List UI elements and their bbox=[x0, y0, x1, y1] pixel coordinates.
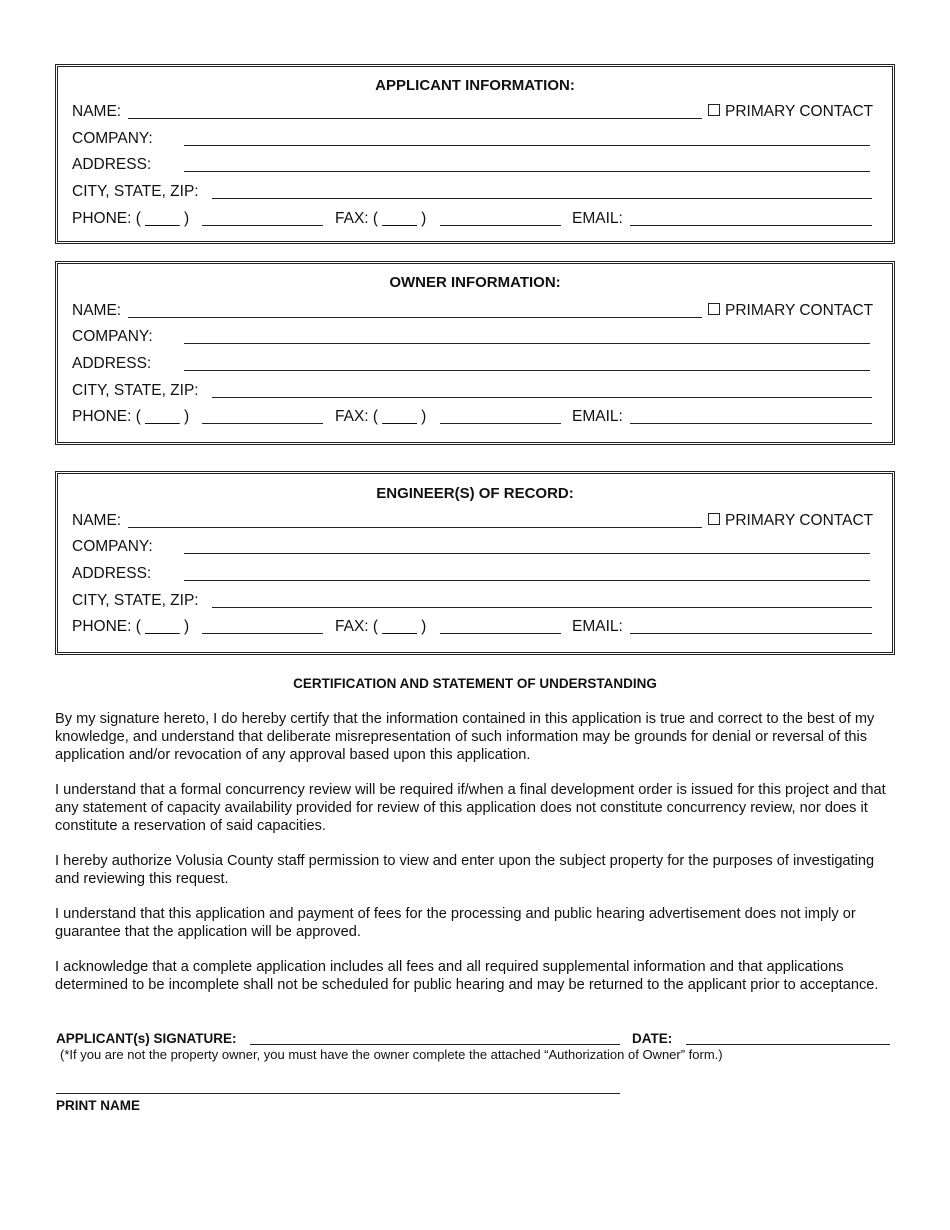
engineer-fax-label: FAX: ( ____ ) bbox=[335, 618, 427, 635]
engineer-address-field[interactable] bbox=[184, 580, 870, 581]
applicant-email-field[interactable] bbox=[630, 225, 872, 226]
certification-paragraph-1: By my signature hereto, I do hereby certify that the information contained in this application is true and correct to the best of my knowledge, and understand that deliberate misrepresentation of such information may be grounds for denial or reversal of this application and/or revocation of any approval based upon this application. bbox=[55, 711, 875, 763]
engineer-of-record-section bbox=[55, 471, 895, 655]
owner-email-label: EMAIL: bbox=[572, 408, 623, 425]
engineer-company-row bbox=[72, 537, 872, 557]
owner-company-row bbox=[72, 327, 872, 347]
applicant-phone-row bbox=[72, 209, 872, 229]
engineer-phone-label: PHONE: ( ____ ) bbox=[72, 618, 190, 635]
engineer-name-row bbox=[72, 511, 872, 531]
applicant-section-title: APPLICANT INFORMATION: bbox=[375, 77, 575, 94]
owner-primary-contact-checkbox[interactable] bbox=[708, 303, 720, 315]
owner-name-row bbox=[72, 301, 872, 321]
engineer-address-label: ADDRESS: bbox=[72, 565, 152, 582]
applicant-name-label: NAME: bbox=[72, 103, 122, 120]
applicant-city-row bbox=[72, 182, 872, 202]
applicant-phone-label: PHONE: ( ____ ) bbox=[72, 210, 190, 227]
certification-paragraph-2: I understand that a formal concurrency review will be required if/when a final development order is issued for this project and that any statement of capacity availability provided for review of this application does not constitute concurrency review, nor does it constitute a reservation of said capacities. bbox=[55, 782, 886, 834]
print-name-field[interactable] bbox=[56, 1093, 620, 1094]
owner-address-label: ADDRESS: bbox=[72, 355, 152, 372]
owner-address-row bbox=[72, 354, 872, 374]
applicant-primary-contact-checkbox[interactable] bbox=[708, 104, 720, 116]
owner-city-row bbox=[72, 381, 872, 401]
engineer-email-field[interactable] bbox=[630, 633, 872, 634]
engineer-primary-contact-checkbox[interactable] bbox=[708, 513, 720, 525]
owner-phone-label: PHONE: ( ____ ) bbox=[72, 408, 190, 425]
applicant-city-field[interactable] bbox=[212, 198, 872, 199]
engineer-name-field[interactable] bbox=[128, 527, 702, 528]
date-label: DATE: bbox=[632, 1031, 673, 1046]
owner-fax-label: FAX: ( ____ ) bbox=[335, 408, 427, 425]
applicant-company-field[interactable] bbox=[184, 145, 870, 146]
applicant-fax-label: FAX: ( ____ ) bbox=[335, 210, 427, 227]
applicant-phone-field[interactable] bbox=[202, 225, 323, 226]
certification-paragraph-3: I hereby authorize Volusia County staff permission to view and enter upon the subject property for the purposes of investigating and reviewing this request. bbox=[55, 853, 875, 887]
owner-primary-contact-label: PRIMARY CONTACT bbox=[725, 302, 874, 319]
owner-phone-field[interactable] bbox=[202, 423, 323, 424]
certification-paragraph-4: I understand that this application and payment of fees for the processing and public hearing advertisement does not imply or guarantee that the application will be approved. bbox=[55, 906, 856, 940]
engineer-city-row bbox=[72, 591, 872, 611]
certification-title: CERTIFICATION AND STATEMENT OF UNDERSTANDING bbox=[293, 676, 657, 691]
engineer-fax-field[interactable] bbox=[440, 633, 561, 634]
owner-city-field[interactable] bbox=[212, 397, 872, 398]
owner-fax-field[interactable] bbox=[440, 423, 561, 424]
engineer-name-label: NAME: bbox=[72, 512, 122, 529]
owner-information-section bbox=[55, 261, 895, 445]
applicant-fax-field[interactable] bbox=[440, 225, 561, 226]
applicant-email-label: EMAIL: bbox=[572, 210, 623, 227]
applicant-signature-field[interactable] bbox=[250, 1044, 620, 1045]
engineer-primary-contact-label: PRIMARY CONTACT bbox=[725, 512, 874, 529]
applicant-address-field[interactable] bbox=[184, 171, 870, 172]
engineer-company-field[interactable] bbox=[184, 553, 870, 554]
owner-phone-row bbox=[72, 407, 872, 427]
owner-city-label: CITY, STATE, ZIP: bbox=[72, 382, 199, 399]
owner-name-label: NAME: bbox=[72, 302, 122, 319]
applicant-name-row bbox=[72, 102, 872, 122]
applicant-city-label: CITY, STATE, ZIP: bbox=[72, 183, 199, 200]
engineer-phone-row bbox=[72, 617, 872, 637]
applicant-company-row bbox=[72, 129, 872, 149]
engineer-email-label: EMAIL: bbox=[572, 618, 623, 635]
owner-authorization-note: (*If you are not the property owner, you must have the owner complete the attached “Authorization of Owner” form.) bbox=[60, 1047, 723, 1062]
applicant-name-field[interactable] bbox=[128, 118, 702, 119]
applicant-primary-contact-label: PRIMARY CONTACT bbox=[725, 103, 874, 120]
engineer-company-label: COMPANY: bbox=[72, 538, 153, 555]
engineer-section-title: ENGINEER(S) OF RECORD: bbox=[376, 485, 574, 502]
applicant-company-label: COMPANY: bbox=[72, 130, 153, 147]
engineer-address-row bbox=[72, 564, 872, 584]
applicant-signature-label: APPLICANT(s) SIGNATURE: bbox=[56, 1031, 237, 1046]
print-name-label: PRINT NAME bbox=[56, 1098, 140, 1113]
owner-name-field[interactable] bbox=[128, 317, 702, 318]
certification-paragraph-5: I acknowledge that a complete application includes all fees and all required supplemental information and that applications determined to be incomplete shall not be scheduled for public hearing and may be returned to the applicant prior to acceptance. bbox=[55, 959, 879, 993]
date-field[interactable] bbox=[686, 1044, 890, 1045]
owner-company-field[interactable] bbox=[184, 343, 870, 344]
owner-email-field[interactable] bbox=[630, 423, 872, 424]
engineer-phone-field[interactable] bbox=[202, 633, 323, 634]
owner-section-title: OWNER INFORMATION: bbox=[389, 274, 561, 291]
engineer-city-field[interactable] bbox=[212, 607, 872, 608]
applicant-information-section bbox=[55, 64, 895, 244]
owner-address-field[interactable] bbox=[184, 370, 870, 371]
applicant-address-row bbox=[72, 155, 872, 175]
owner-company-label: COMPANY: bbox=[72, 328, 153, 345]
engineer-city-label: CITY, STATE, ZIP: bbox=[72, 592, 199, 609]
applicant-address-label: ADDRESS: bbox=[72, 156, 152, 173]
